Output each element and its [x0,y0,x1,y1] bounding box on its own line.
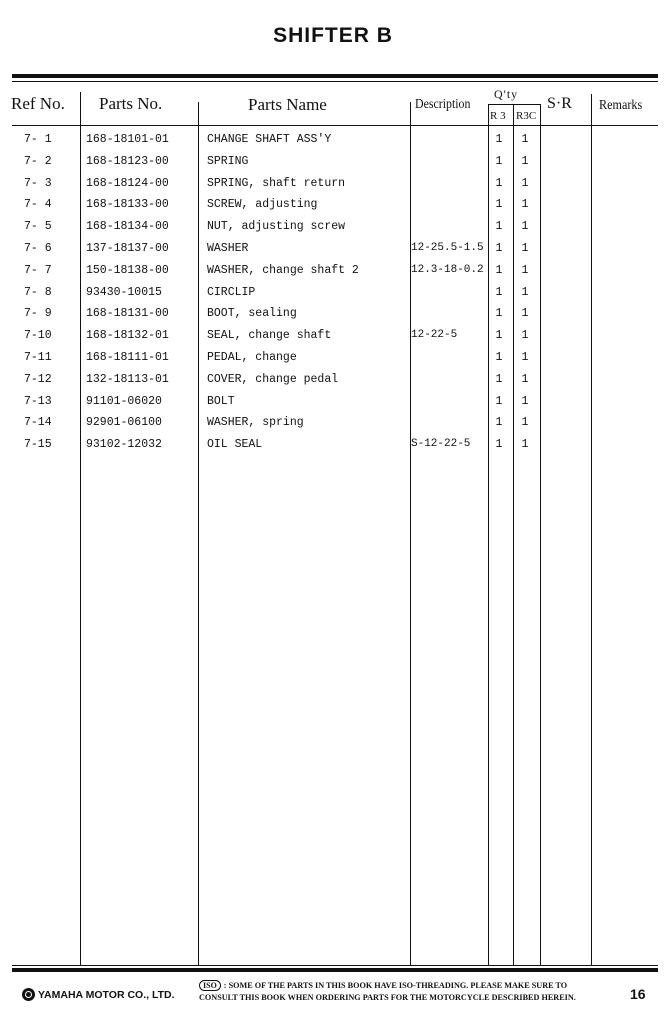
part-number-cell: 168-18123-00 [86,154,169,168]
header-top-rule [12,74,658,78]
iso-mark-icon: ISO [199,980,221,991]
table-row [0,242,666,263]
qty-r3-cell: 1 [495,133,503,146]
ref-no-cell: 7-13 [24,394,52,408]
qty-r3c-cell: 1 [521,263,529,277]
qty-r3-cell: 1 [495,154,503,168]
table-row [0,133,666,154]
part-name-cell: BOOT, sealing [207,307,297,321]
part-number-cell: 91101-06020 [86,394,162,408]
qty-r3-cell: 1 [495,176,503,190]
part-name-cell: SEAL, change shaft [207,329,332,343]
footnote-line-2: CONSULT THIS BOOK WHEN ORDERING PARTS FOR THE MOTORCYCLE DESCRIBED HEREIN. [199,993,576,1002]
part-name-cell: COVER, change pedal [207,372,339,386]
qty-r3c-cell: 1 [521,394,529,408]
qty-r3c-cell: 1 [521,307,529,321]
qty-r3-cell: 1 [495,285,503,299]
qty-r3c-cell: 1 [521,220,529,234]
footer-top-rule [12,965,658,966]
table-row [0,155,666,176]
part-name-cell: CIRCLIP [207,285,256,299]
page-number: 16 [630,986,646,1002]
ref-no-cell: 7- 4 [24,198,52,212]
part-number-cell: 168-18133-00 [86,198,169,212]
table-row [0,264,666,285]
qty-r3-cell: 1 [495,242,503,255]
qty-r3c-cell: 1 [521,198,529,212]
part-name-cell: NUT, adjusting screw [207,220,346,234]
header-sr: S·R [547,95,572,112]
company-name [22,988,175,1001]
qty-r3-cell: 1 [495,220,503,234]
header-r3c: R3C [516,110,537,122]
ref-no-cell: 7-12 [24,372,52,386]
ref-no-cell: 7-14 [24,416,52,430]
ref-no-cell: 7- 8 [24,285,52,299]
ref-no-cell: 7-10 [24,329,52,343]
part-number-cell: 168-18134-00 [86,220,169,234]
part-number-cell: 137-18137-00 [86,242,169,255]
part-name-cell: WASHER, spring [207,416,304,430]
table-row [0,220,666,241]
qty-r3-cell: 1 [495,438,503,452]
part-name-cell: OIL SEAL [207,438,263,452]
table-row [0,198,666,219]
part-number-cell: 93430-10015 [86,285,162,299]
ref-no-cell: 7- 6 [24,242,52,255]
qty-subheader-rule [488,104,540,105]
qty-r3-cell: 1 [495,372,503,386]
table-row [0,177,666,198]
header-top-thin-rule [12,81,658,82]
description-cell: 12-22-5 [411,329,458,342]
ref-no-cell: 7- 9 [24,307,52,321]
part-number-cell: 150-18138-00 [86,263,169,277]
ref-no-cell: 7- 3 [24,176,52,190]
table-row [0,416,666,437]
qty-r3c-cell: 1 [521,242,529,255]
qty-r3-cell: 1 [495,329,503,343]
qty-r3c-cell: 1 [521,372,529,386]
iso-footnote [199,980,576,1004]
description-cell: S-12-22-5 [411,438,471,451]
part-number-cell: 168-18131-00 [86,307,169,321]
footer-thick-rule [12,968,658,972]
header-parts-name: Parts Name [248,95,327,114]
header-ref-no: Ref No. [11,94,65,113]
part-name-cell: SPRING, shaft return [207,176,346,190]
part-name-cell: PEDAL, change [207,351,297,364]
qty-r3-cell: 1 [495,351,503,364]
page-title: SHIFTER B [273,24,393,47]
header-remarks: Remarks [599,97,643,112]
qty-r3-cell: 1 [495,263,503,277]
part-name-cell: SPRING [207,154,249,168]
header-qty: Q'ty [494,87,519,101]
qty-r3c-cell: 1 [521,416,529,430]
qty-r3-cell: 1 [495,394,503,408]
qty-r3c-cell: 1 [521,351,529,364]
header-bottom-rule [12,125,658,126]
part-number-cell: 168-18124-00 [86,176,169,190]
qty-r3c-cell: 1 [521,329,529,343]
part-number-cell: 132-18113-01 [86,372,169,386]
ref-no-cell: 7-15 [24,438,52,452]
part-number-cell: 168-18132-01 [86,329,169,343]
table-row [0,286,666,307]
company-name-text: YAMAHA MOTOR CO., LTD. [38,988,175,1001]
qty-r3c-cell: 1 [521,285,529,299]
ref-no-cell: 7- 2 [24,154,52,168]
part-name-cell: CHANGE SHAFT ASS'Y [207,133,332,146]
header-description: Description [415,96,471,111]
table-row [0,395,666,416]
table-row [0,307,666,328]
qty-r3c-cell: 1 [521,154,529,168]
table-row [0,329,666,350]
ref-no-cell: 7-11 [24,351,52,364]
part-name-cell: BOLT [207,394,235,408]
table-row [0,438,666,459]
qty-r3-cell: 1 [495,198,503,212]
qty-r3c-cell: 1 [521,438,529,452]
part-number-cell: 93102-12032 [86,438,162,452]
part-name-cell: WASHER, change shaft 2 [207,263,359,277]
ref-no-cell: 7- 7 [24,263,52,277]
ref-no-cell: 7- 1 [24,133,52,146]
header-r3: R 3 [490,110,506,122]
table-row [0,373,666,394]
header-parts-no: Parts No. [99,94,163,113]
footnote-line-1: : SOME OF THE PARTS IN THIS BOOK HAVE ISO-THREADING. PLEASE MAKE SURE TO [223,981,568,990]
description-cell: 12-25.5-1.5 [411,242,484,254]
part-number-cell: 92901-06100 [86,416,162,430]
qty-r3c-cell: 1 [521,176,529,190]
table-row [0,351,666,372]
qty-r3-cell: 1 [495,307,503,321]
qty-r3c-cell: 1 [521,133,529,146]
part-number-cell: 168-18111-01 [86,351,169,364]
part-name-cell: SCREW, adjusting [207,198,318,212]
part-number-cell: 168-18101-01 [86,133,169,146]
part-name-cell: WASHER [207,242,249,255]
ref-no-cell: 7- 5 [24,220,52,234]
description-cell: 12.3-18-0.2 [411,263,484,276]
qty-r3-cell: 1 [495,416,503,430]
yamaha-logo-icon [22,988,35,1001]
